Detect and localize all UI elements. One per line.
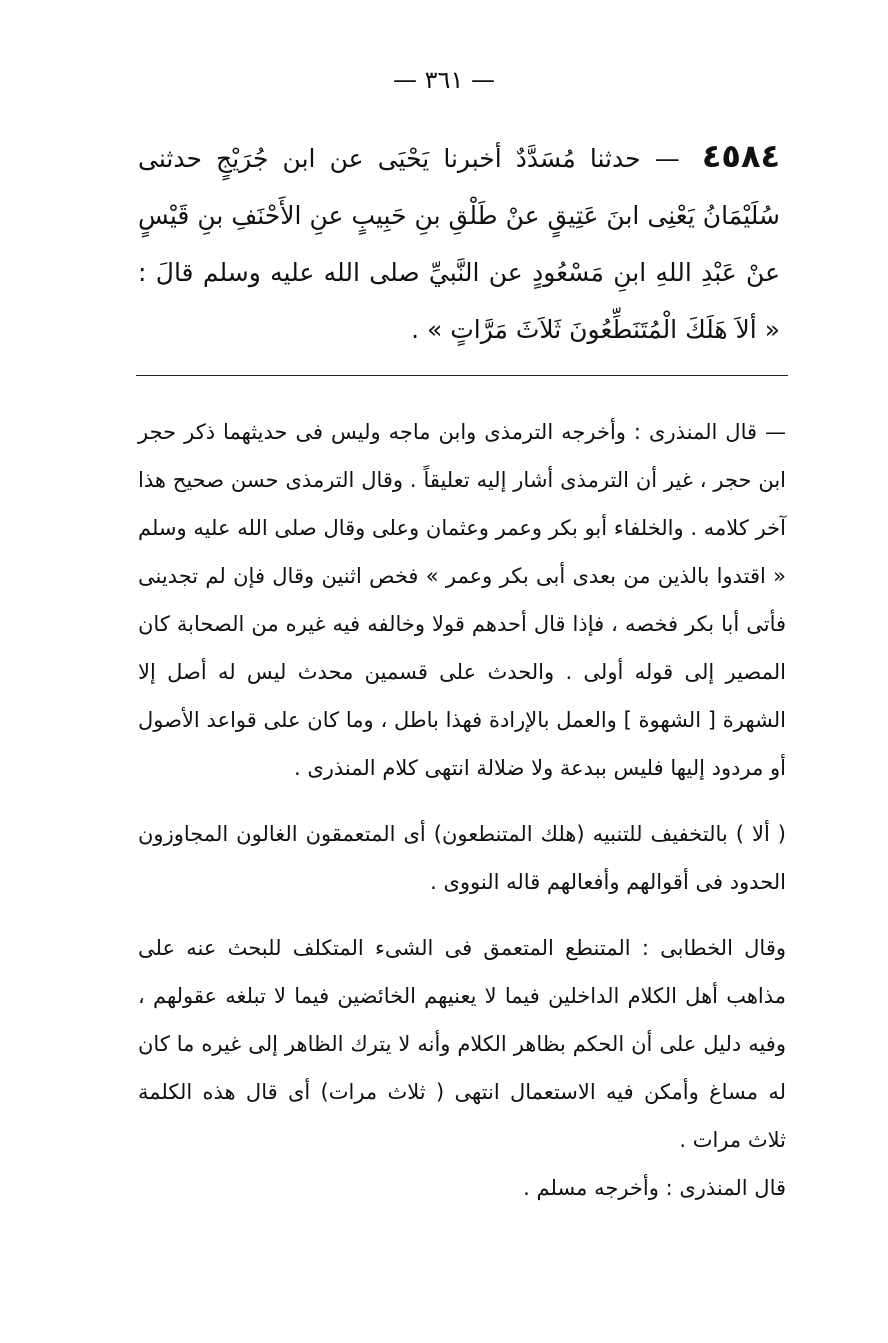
page-number: — ٣٦١ — <box>393 66 495 94</box>
hadith-block <box>138 128 780 358</box>
commentary-paragraph-khattabi: وقال الخطابى : المتنطع المتعمق فى الشىء المتكلف للبحث عنه على مذاهب أهل الكلام الداخلين فيما لا يعنيهم الخائضين فيما لا تبلغه عقولهم ، وفيه دليل على أن الحكم بظاهر الكلام وأنه لا يترك الظاهر إلى غيره ما كان له مساغ وأمكن فيه الاستعمال انتهى ( ثلاث مرات) أى قال هذه الكلمة ثلاث مرات . <box>138 936 786 1152</box>
commentary-block <box>138 408 786 1212</box>
section-divider <box>136 375 788 376</box>
commentary-paragraph-mundhiri-muslim: قال المنذرى : وأخرجه مسلم . <box>523 1176 786 1200</box>
hadith-number: ٤٥٨٤ <box>701 137 781 175</box>
hadith-text: — حدثنا مُسَدَّدٌ أخبرنا يَحْيَى عن ابن جُرَيْجٍ حدثنى سُلَيْمَانُ يَعْنِى ابنَ عَتِيقٍ عنْ طَلْقِ بنِ حَبِيبٍ عنِ الأَحْنَفِ بنِ قَيْسٍ عنْ عَبْدِ اللهِ ابنِ مَسْعُودٍ عن النَّبيِّ صلى الله عليه وسلم قالَ : « ألاَ هَلَكَ الْمُتَنَطِّعُونَ ثَلاَثَ مَرَّاتٍ » . <box>138 144 780 344</box>
commentary-paragraph-mundhiri: — قال المنذرى : وأخرجه الترمذى وابن ماجه وليس فى حديثهما ذكر حجر ابن حجر ، غير أن الترمذى أشار إليه تعليقاً . وقال الترمذى حسن صحيح هذا آخر كلامه . والخلفاء أبو بكر وعمر وعثمان وعلى وقال صلى الله عليه وسلم « اقتدوا بالذين من بعدى أبى بكر وعمر » فخص اثنين وقال فإن لم تجدينى فأتى أبا بكر فخصه ، فإذا قال أحدهم قولا وخالفه فيه غيره من الصحابة كان المصير إلى قوله أولى . والحدث على قسمين محدث ليس له أصل إلا الشهرة [ الشهوة ] والعمل بالإرادة فهذا باطل ، وما كان على قواعد الأصول أو مردود إليها فليس ببدعة ولا ضلالة انتهى كلام المنذرى . <box>138 420 786 780</box>
commentary-paragraph-nawawi: ( ألا ) بالتخفيف للتنبيه (هلك المتنطعون) أى المتعمقون الغالون المجاوزون الحدود فى أقوالهم وأفعالهم قاله النووى . <box>138 822 786 894</box>
